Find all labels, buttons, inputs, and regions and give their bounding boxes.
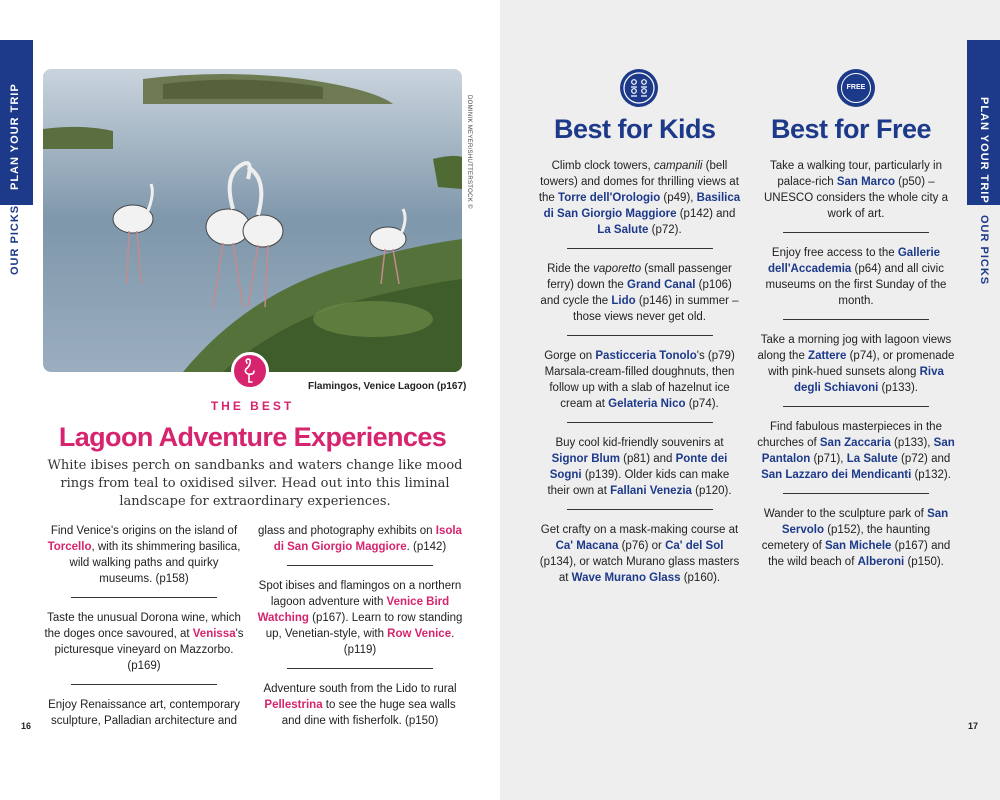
side-tab-left-sublabel: OUR PICKS: [9, 204, 21, 275]
divider: [567, 335, 713, 336]
place-link: Alberoni: [857, 556, 905, 568]
place-link: Ponte dei Sogni: [549, 453, 728, 481]
place-link: San Zaccaria: [819, 437, 891, 449]
free-column: [757, 158, 955, 570]
divider: [783, 493, 929, 494]
flamingo-icon: [231, 352, 269, 390]
divider: [783, 232, 929, 233]
page-title: Lagoon Adventure Experiences: [58, 422, 447, 452]
place-link: San Marco: [836, 176, 895, 188]
place-link: Gelateria Nico: [608, 398, 686, 410]
list-item: Find Venice's origins on the island of Torcello, with its shimmering basilica, wild walking paths and quirky museums. (p158): [47, 525, 241, 585]
children-group-icon: [620, 69, 658, 107]
free-icon: [837, 69, 875, 107]
list-item: Take a morning jog with lagoon views along the Zattere (p74), or promenade with pink-hued sunsets along Riva degli Schiavoni (p133).: [757, 334, 955, 394]
list-item: Take a walking tour, particularly in palace-rich San Marco (p50) – UNESCO considers the whole city a work of art.: [763, 160, 949, 220]
side-tab-right-sublabel: OUR PICKS: [978, 215, 990, 286]
place-link: Torre dell'Orologio: [558, 192, 661, 204]
divider: [287, 565, 433, 566]
place-link: San Servolo: [781, 508, 949, 536]
place-link: La Salute: [597, 224, 649, 236]
place-link: Torcello: [47, 541, 92, 553]
list-item: Enjoy free access to the Gallerie dell'Accademia (p64) and all civic museums on the first Sunday of the month.: [765, 247, 947, 307]
place-link: Zattere: [808, 350, 847, 362]
place-link: Pellestrina: [264, 699, 323, 711]
list-item: Buy cool kid-friendly souvenirs at Signor Blum (p81) and Ponte dei Sogni (p139). Older kids can make their own at Fallani Venezia (p120).: [547, 437, 732, 497]
left-column-2: [255, 523, 465, 729]
divider: [567, 509, 713, 510]
place-link: Grand Canal: [627, 279, 696, 291]
place-link: Gallerie dell'Accademia: [768, 247, 941, 275]
list-item: Spot ibises and flamingos on a northern lagoon adventure with Venice Bird Watching (p167). Learn to row standing up, Venetian-style, with Row Venice. (p119): [257, 580, 463, 656]
best-for-kids-title: Best for Kids: [554, 114, 716, 144]
place-link: San Michele: [824, 540, 892, 552]
left-column-1: [44, 523, 244, 729]
place-link: Venice Bird Watching: [257, 596, 450, 624]
divider: [567, 248, 713, 249]
place-link: Pasticceria Tonolo: [595, 350, 697, 362]
place-link: Ca' Macana: [555, 540, 619, 552]
list-item: glass and photography exhibits on Isola di San Giorgio Maggiore. (p142): [258, 525, 462, 553]
list-item: Find fabulous masterpieces in the churches of San Zaccaria (p133), San Pantalon (p71), La Salute (p72) and San Lazzaro dei Mendicanti (p132).: [757, 421, 955, 481]
side-tab-right-label: PLAN YOUR TRIP: [978, 97, 990, 204]
intro-paragraph: White ibises perch on sandbanks and waters change like mood rings from teal to oxidised silver. Head out into this liminal landscape for extraordinary experiences.: [47, 458, 463, 509]
side-tab-left-label: PLAN YOUR TRIP: [9, 83, 21, 190]
place-link: Isola di San Giorgio Maggiore: [273, 525, 462, 553]
place-link: Signor Blum: [551, 453, 620, 465]
place-link: San Pantalon: [761, 437, 955, 465]
divider: [783, 406, 929, 407]
place-link: Ca' del Sol: [665, 540, 724, 552]
place-link: Fallani Venezia: [610, 485, 692, 497]
place-link: Riva degli Schiavoni: [794, 366, 944, 394]
best-for-free-title: Best for Free: [771, 114, 932, 144]
list-item: Wander to the sculpture park of San Servolo (p152), the haunting cemetery of San Michele (p167) and the wild beach of Alberoni (p150).: [761, 508, 951, 568]
divider: [783, 319, 929, 320]
place-link: La Salute: [846, 453, 898, 465]
place-link: Basilica di San Giorgio Maggiore: [543, 192, 741, 220]
list-item: Climb clock towers, campanili (bell towers) and domes for thrilling views at the Torre dell'Orologio (p49), Basilica di San Giorgio Maggiore (p142) and La Salute (p72).: [538, 160, 741, 236]
list-item: Get crafty on a mask-making course at Ca' Macana (p76) or Ca' del Sol (p134), or watch Murano glass masters at Wave Murano Glass (p160).: [539, 524, 740, 584]
divider: [71, 684, 217, 685]
flamingo-photo: [43, 69, 462, 372]
list-item: Enjoy Renaissance art, contemporary sculpture, Palladian architecture and: [48, 699, 240, 727]
list-item: Adventure south from the Lido to rural Pellestrina to see the huge sea walls and dine with fisherfolk. (p150): [263, 683, 457, 727]
page-number-left: 16: [21, 721, 32, 731]
divider: [287, 668, 433, 669]
place-link: Venissa: [192, 628, 236, 640]
list-item: Gorge on Pasticceria Tonolo's (p79) Marsala-cream-filled doughnuts, then follow up with a slab of hazelnut ice cream at Gelateria Nico (p74).: [544, 350, 735, 410]
place-link: Lido: [611, 295, 636, 307]
list-item: Ride the vaporetto (small passenger ferry) down the Grand Canal (p106) and cycle the Lido (p146) in summer – those views never get old.: [540, 263, 739, 323]
place-link: Wave Murano Glass: [571, 572, 681, 584]
divider: [71, 597, 217, 598]
place-link: Row Venice: [387, 628, 452, 640]
list-item: Taste the unusual Dorona wine, which the doges once savoured, at Venissa's picturesque vineyard on Mazzorbo. (p169): [44, 612, 244, 672]
page-number-right: 17: [968, 721, 979, 731]
divider: [567, 422, 713, 423]
place-link: San Lazzaro dei Mendicanti: [761, 469, 912, 481]
photo-credit: DOMINIK MEYER/SHUTTERSTOCK ©: [466, 95, 472, 209]
kids-column: [537, 158, 742, 586]
free-icon-label: FREE: [841, 73, 871, 103]
photo-caption: Flamingos, Venice Lagoon (p167): [308, 381, 467, 392]
section-kicker: THE BEST: [210, 399, 295, 413]
